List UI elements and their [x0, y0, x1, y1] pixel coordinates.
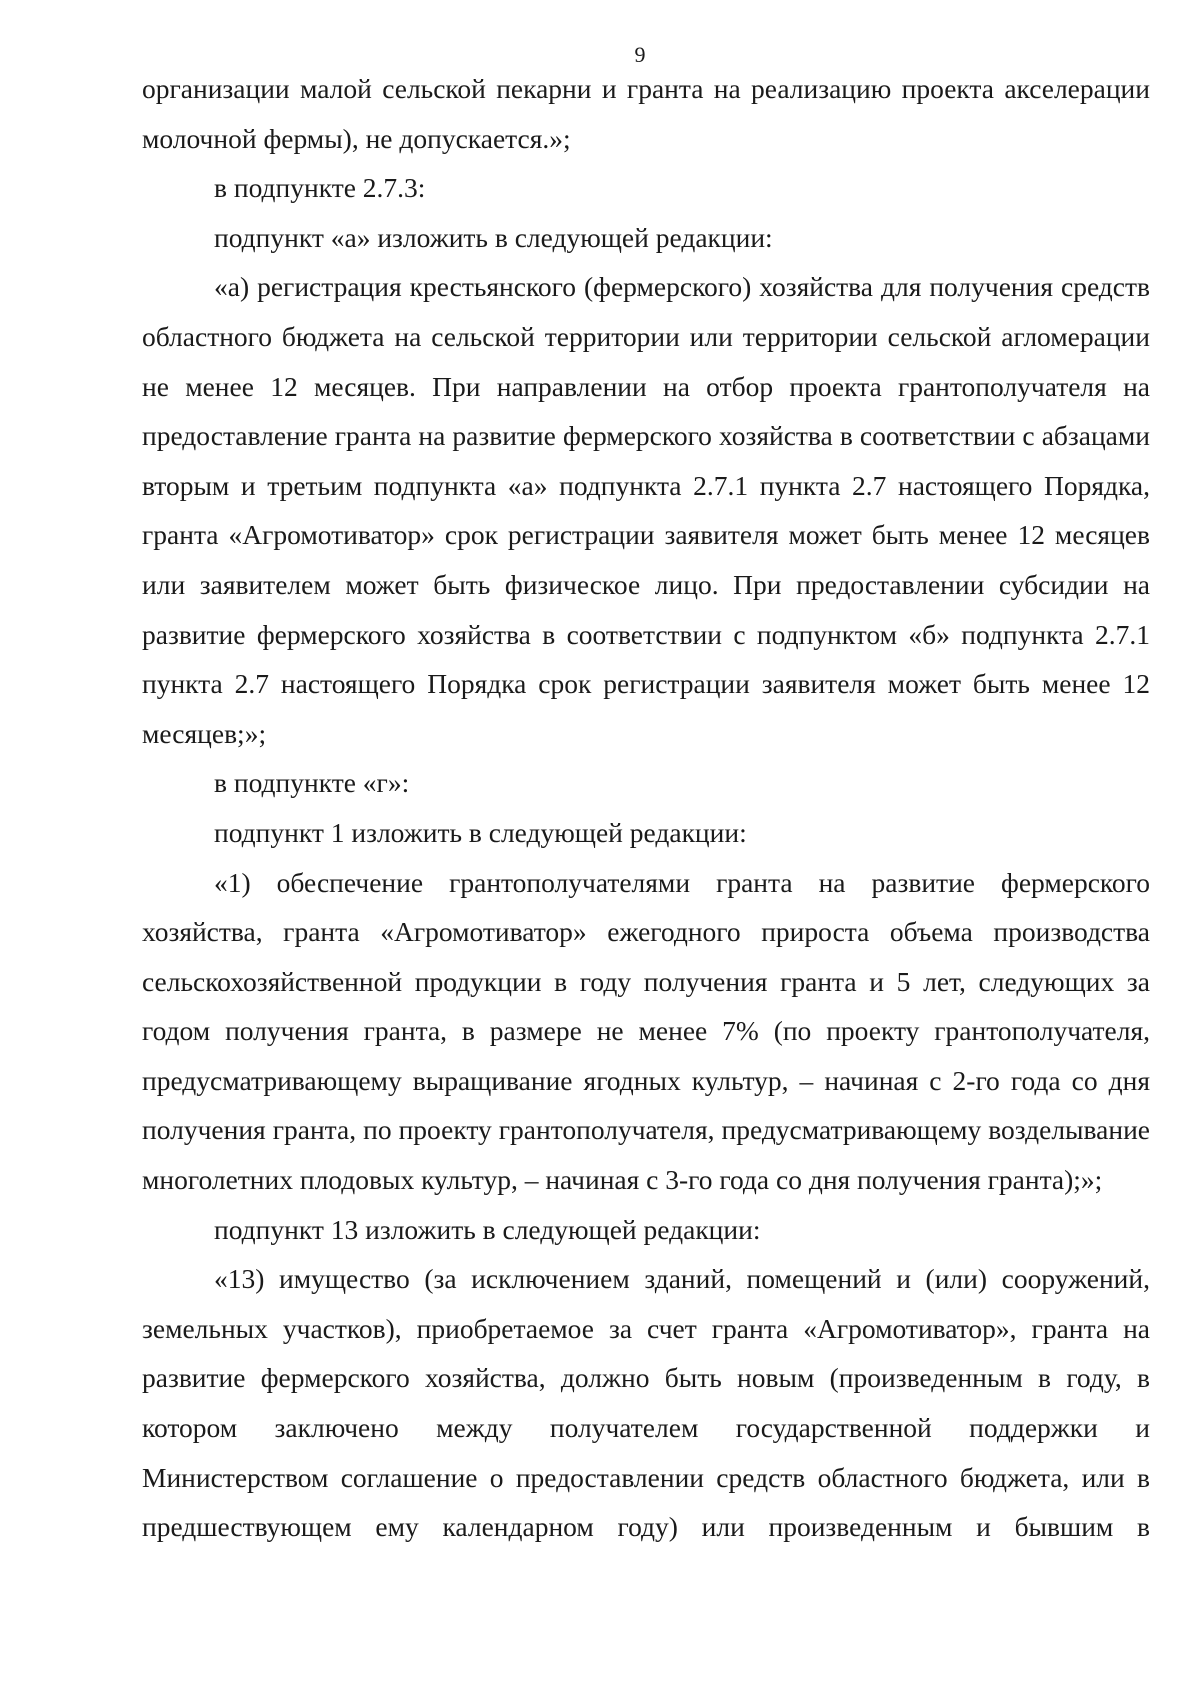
paragraph-instruction-13: подпункт 13 изложить в следующей редакции:	[214, 1213, 761, 1245]
paragraph-instruction-1: подпункт 1 изложить в следующей редакции:	[214, 816, 747, 848]
paragraph-subclause-heading: в подпункте 2.7.3:	[214, 172, 426, 204]
paragraph-clause-1: «1) обеспечение грантополучателями гранта на развитие фермерского хозяйства, гранта «Агромотиватор» ежегодного прироста объема производства сельскохозяйственной продукции в году получения гранта и 5 лет, следующих за годом получения гранта, в размере не менее 7% (по проекту грантополучателя, предусматривающему выращивание ягодных культур, – начиная с 2-го года со дня получения гранта, по проекту грантополучателя, предусматривающему возделывание многолетних плодовых культур, – начиная с 3-го года со дня получения гранта);»;	[142, 866, 1150, 1196]
paragraph-clause-a: «а) регистрация крестьянского (фермерского) хозяйства для получения средств областного бюджета на сельской территории или территории сельской агломерации не менее 12 месяцев. При направлении на отбор проекта грантополучателя на предоставление гранта на развитие фермерского хозяйства в соответствии с абзацами вторым и третьим подпункта «а» подпункта 2.7.1 пункта 2.7 настоящего Порядка, гранта «Агромотиватор» срок регистрации заявителя может быть менее 12 месяцев или заявителем может быть физическое лицо. При предоставлении субсидии на развитие фермерского хозяйства в соответствии с подпунктом «б» подпункта 2.7.1 пункта 2.7 настоящего Порядка срок регистрации заявителя может быть менее 12 месяцев;»;	[142, 271, 1150, 749]
paragraph-continuation: организации малой сельской пекарни и гранта на реализацию проекта акселерации молочной фермы), не допускается.»;	[142, 73, 1150, 154]
paragraph-subclause-g-heading: в подпункте «г»:	[214, 767, 410, 799]
page-number: 9	[634, 42, 646, 67]
paragraph-instruction-a: подпункт «а» изложить в следующей редакции:	[214, 221, 773, 253]
document-body	[142, 64, 1150, 1552]
paragraph-clause-13: «13) имущество (за исключением зданий, помещений и (или) сооружений, земельных участков), приобретаемое за счет гранта «Агромотиватор», гранта на развитие фермерского хозяйства, должно быть новым (произведенным в году, в котором заключено между получателем государственной поддержки и Министерством соглашение о предоставлении средств областного бюджета, или в предшествующем ему календарном году) или произведенным и бывшим в	[142, 1263, 1150, 1543]
